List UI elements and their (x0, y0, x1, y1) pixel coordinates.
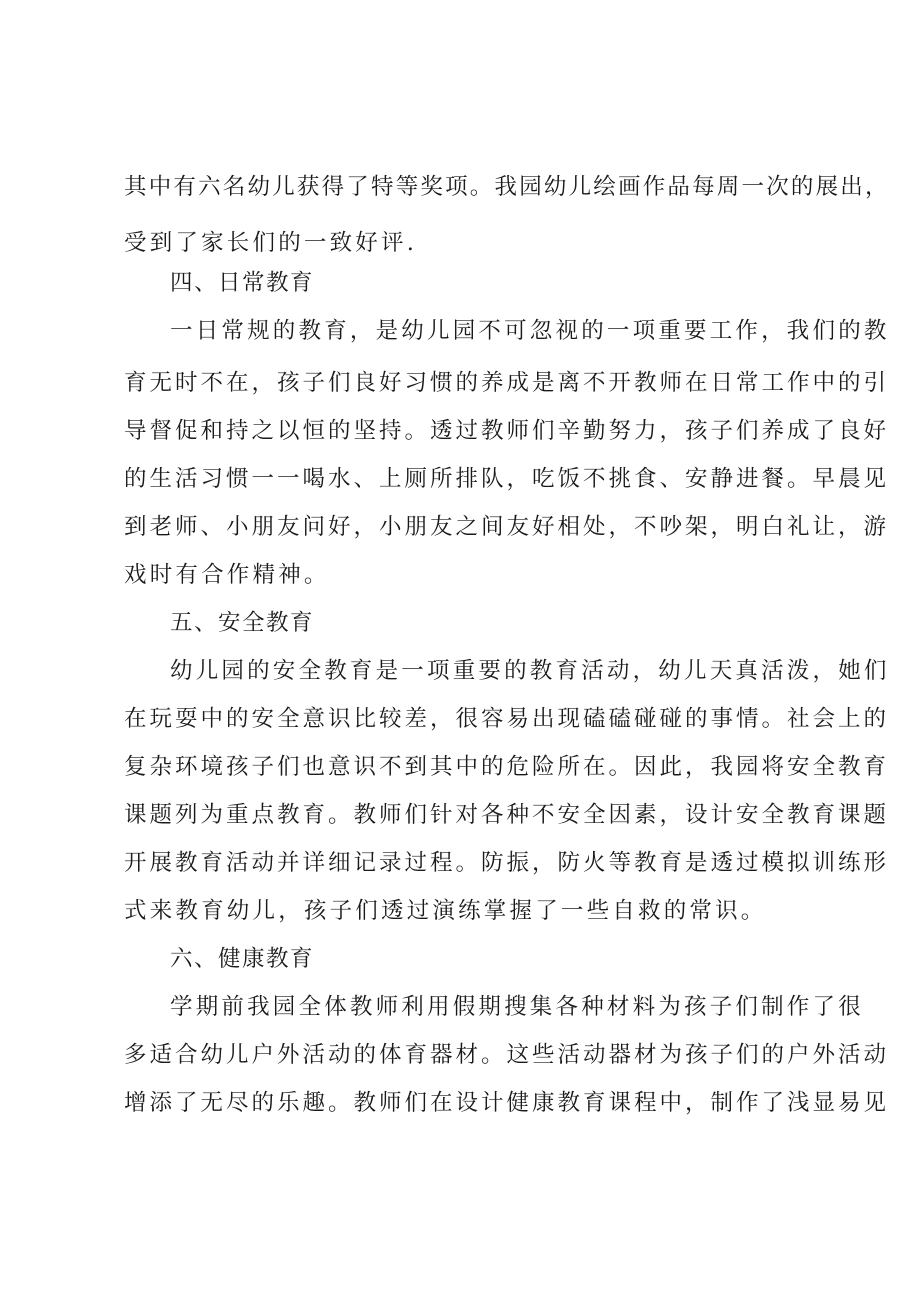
paragraph-line: 受到了家长们的一致好评. (124, 230, 418, 256)
paragraph-line: 开展教育活动并详细记录过程。防振，防火等教育是透过模拟训练形 (124, 850, 890, 876)
paragraph-line: 育无时不在，孩子们良好习惯的养成是离不开教师在日常工作中的引 (124, 370, 890, 396)
paragraph-line: 的生活习惯一一喝水、上厕所排队，吃饭不挑食、安静进餐。早晨见 (124, 466, 890, 492)
section-heading-daily-education: 四、日常教育 (170, 270, 315, 296)
paragraph-line: 式来教育幼儿，孩子们透过演练掌握了一些自救的常识。 (124, 898, 767, 924)
paragraph-line: 一日常规的教育，是幼儿园不可忽视的一项重要工作，我们的教 (170, 318, 890, 344)
paragraph-line: 课题列为重点教育。教师们针对各种不安全因素，设计安全教育课题 (124, 802, 890, 828)
paragraph-line: 多适合幼儿户外活动的体育器材。这些活动器材为孩子们的户外活动 (124, 1042, 890, 1068)
section-heading-safety-education: 五、安全教育 (170, 610, 315, 636)
paragraph-line: 幼儿园的安全教育是一项重要的教育活动，幼儿天真活泼，她们 (170, 658, 890, 684)
section-heading-health-education: 六、健康教育 (170, 946, 315, 972)
paragraph-line: 导督促和持之以恒的坚持。透过教师们辛勤努力，孩子们养成了良好 (124, 418, 890, 444)
paragraph-line: 到老师、小朋友问好，小朋友之间友好相处，不吵架，明白礼让，游 (124, 514, 890, 540)
paragraph-line: 其中有六名幼儿获得了特等奖项。我园幼儿绘画作品每周一次的展出， (124, 174, 890, 200)
paragraph-line: 在玩耍中的安全意识比较差，很容易出现磕磕碰碰的事情。社会上的 (124, 706, 890, 732)
paragraph-line: 增添了无尽的乐趣。教师们在设计健康教育课程中，制作了浅显易见 (124, 1090, 890, 1116)
paragraph-line: 学期前我园全体教师利用假期搜集各种材料为孩子们制作了很 (170, 994, 864, 1020)
paragraph-line: 戏时有合作精神。 (124, 562, 330, 588)
paragraph-line: 复杂环境孩子们也意识不到其中的危险所在。因此，我园将安全教育 (124, 754, 890, 780)
